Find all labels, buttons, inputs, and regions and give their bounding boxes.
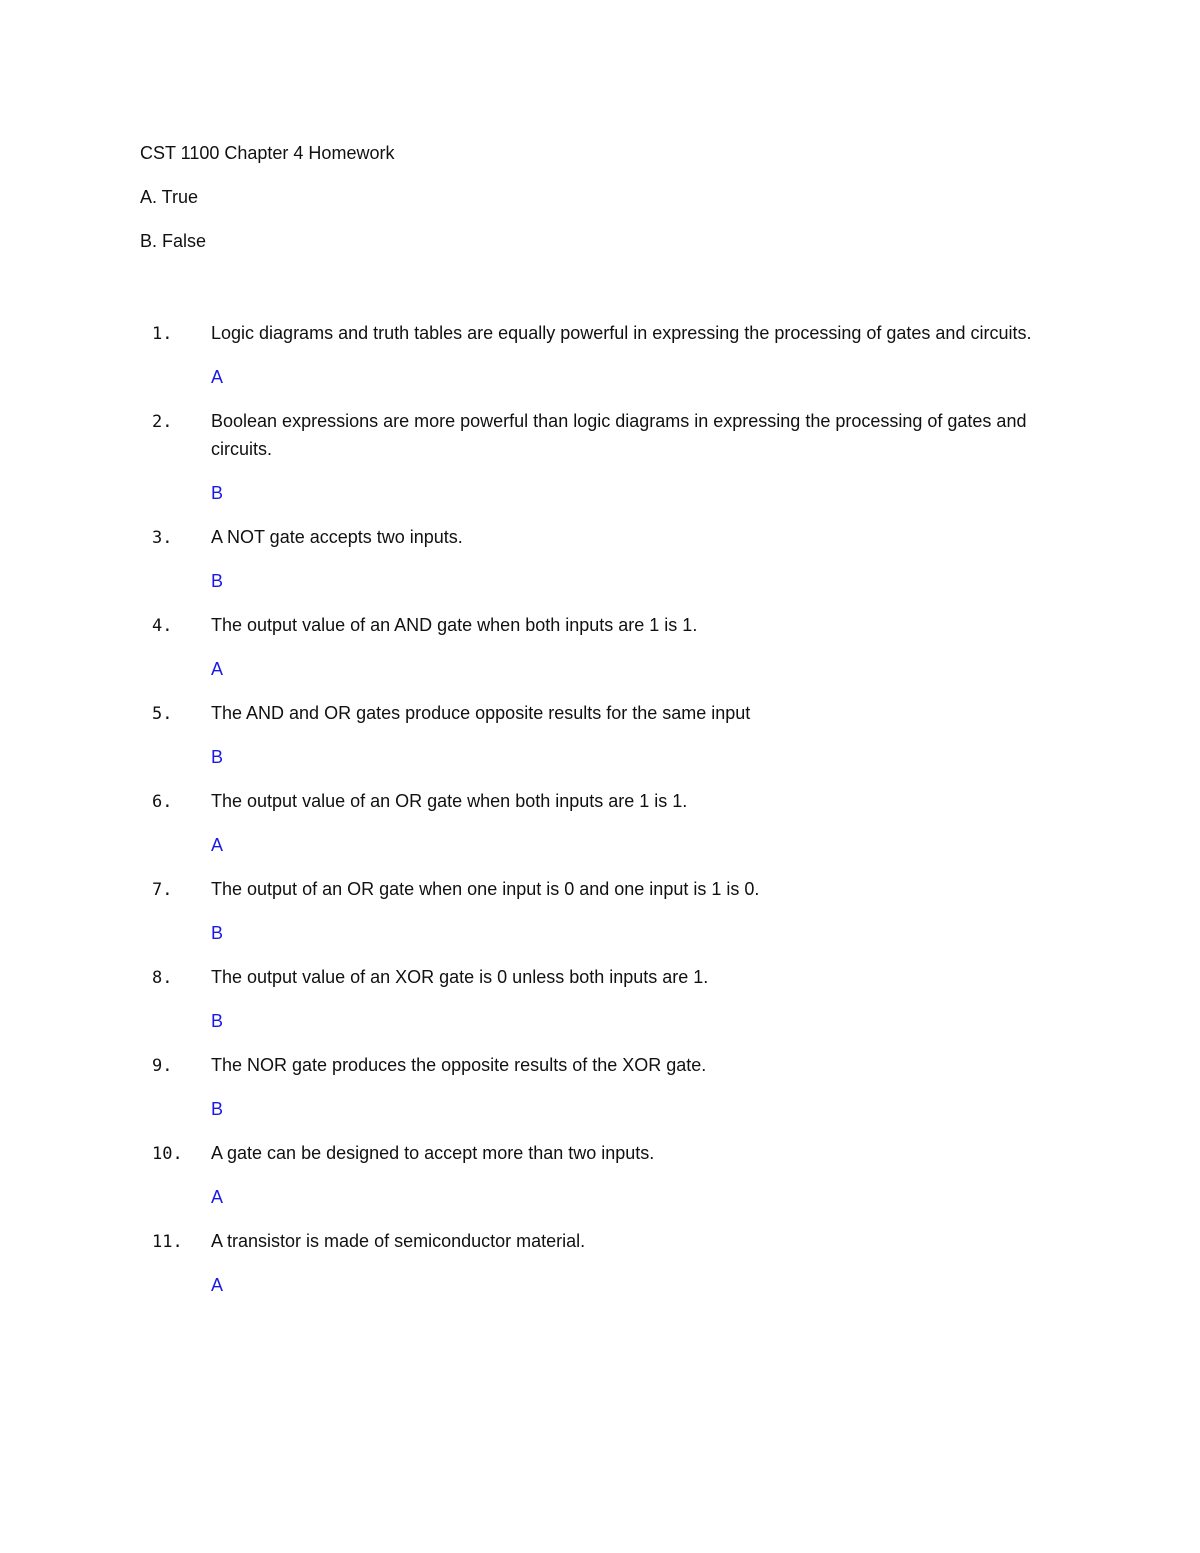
- question-number: 5.: [152, 704, 173, 724]
- question-text: The AND and OR gates produce opposite results for the same input: [211, 703, 751, 723]
- question-item: [0, 611, 1200, 683]
- document-header: [140, 142, 1040, 274]
- question-number: 2.: [152, 412, 173, 432]
- question-text: The output value of an OR gate when both inputs are 1 is 1.: [211, 791, 688, 811]
- question-number: 10.: [152, 1144, 183, 1164]
- question-item: [0, 407, 1200, 507]
- question-answer: B: [211, 571, 224, 591]
- question-answer: A: [211, 1275, 224, 1295]
- question-answer: A: [211, 659, 224, 679]
- question-number: 4.: [152, 616, 173, 636]
- question-text: A transistor is made of semiconductor material.: [211, 1231, 586, 1251]
- question-number: 7.: [152, 880, 173, 900]
- question-text: The output of an OR gate when one input is 0 and one input is 1 is 0.: [211, 879, 760, 899]
- question-text: Boolean expressions are more powerful than logic diagrams in expressing the processing of gates and circuits.: [211, 411, 1027, 459]
- question-answer: A: [211, 367, 224, 387]
- question-text: A NOT gate accepts two inputs.: [211, 527, 463, 547]
- question-item: [0, 1227, 1200, 1299]
- question-answer: B: [211, 483, 224, 503]
- question-text: The NOR gate produces the opposite results of the XOR gate.: [211, 1055, 707, 1075]
- question-item: [0, 319, 1200, 391]
- question-number: 1.: [152, 324, 173, 344]
- question-item: [0, 787, 1200, 859]
- question-answer: B: [211, 923, 224, 943]
- question-number: 6.: [152, 792, 173, 812]
- question-item: [0, 1139, 1200, 1211]
- question-number: 3.: [152, 528, 173, 548]
- question-text: The output value of an AND gate when both inputs are 1 is 1.: [211, 615, 698, 635]
- page-title: CST 1100 Chapter 4 Homework: [140, 143, 395, 163]
- question-answer: B: [211, 747, 224, 767]
- option-a-label: A. True: [140, 187, 199, 207]
- question-item: [0, 1051, 1200, 1123]
- question-answer: A: [211, 1187, 224, 1207]
- question-text: The output value of an XOR gate is 0 unless both inputs are 1.: [211, 967, 709, 987]
- option-b-label: B. False: [140, 231, 207, 251]
- question-answer: B: [211, 1011, 224, 1031]
- question-number: 11.: [152, 1232, 183, 1252]
- question-list: [0, 319, 1200, 1299]
- question-item: [0, 875, 1200, 947]
- question-number: 9.: [152, 1056, 173, 1076]
- question-answer: A: [211, 835, 224, 855]
- question-text: Logic diagrams and truth tables are equally powerful in expressing the processing of gates and circuits.: [211, 323, 1032, 343]
- question-text: A gate can be designed to accept more than two inputs.: [211, 1143, 655, 1163]
- question-item: [0, 523, 1200, 595]
- question-number: 8.: [152, 968, 173, 988]
- question-answer: B: [211, 1099, 224, 1119]
- question-item: [0, 699, 1200, 771]
- question-item: [0, 963, 1200, 1035]
